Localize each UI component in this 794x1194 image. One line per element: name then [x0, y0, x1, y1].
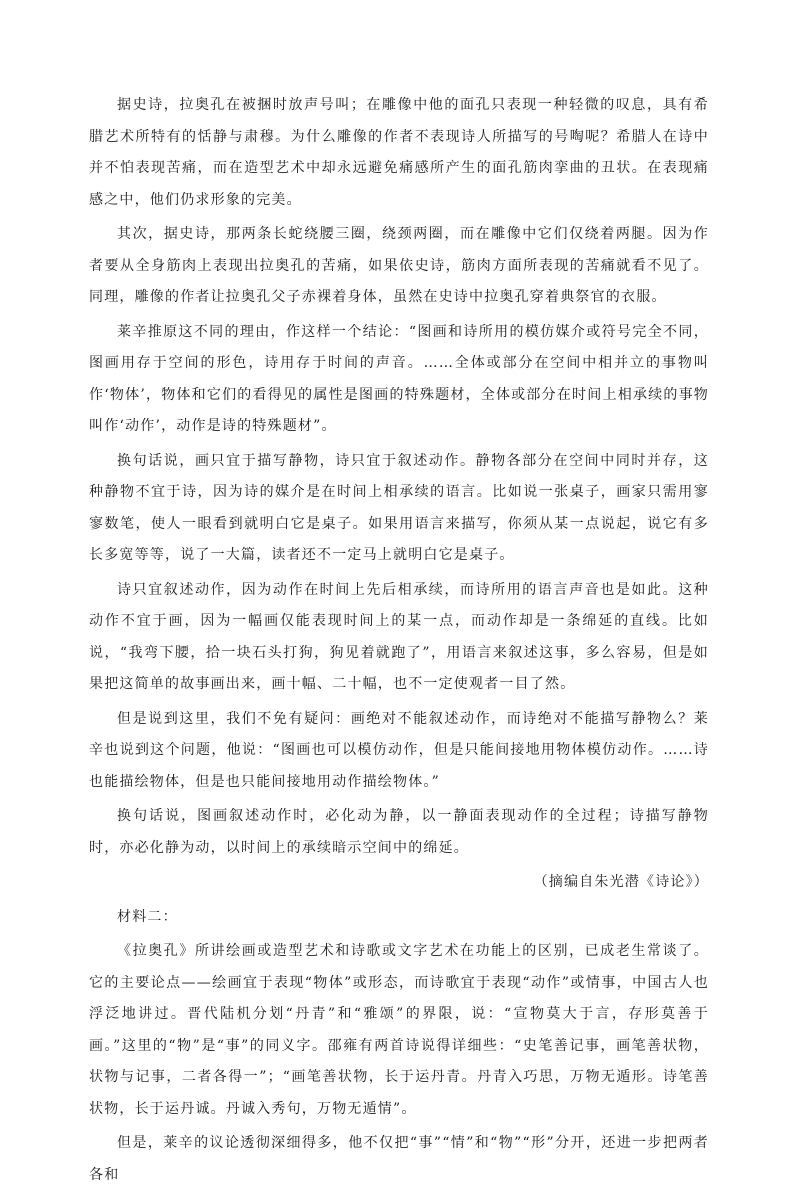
paragraph: 据史诗，拉奥孔在被捆时放声号叫；在雕像中他的面孔只表现一种轻微的叹息，具有希腊艺术所特有的恬静与肃穆。为什么雕像的作者不表现诗人所描写的号啕呢？希腊人在诗中并不怕表现苦痛，而在造型艺术中却永远避免痛感所产生的面孔筋肉挛曲的丑状。在表现痛感之中，他们仍求形象的完美。	[89, 97, 709, 208]
paragraph: 但是，莱辛的议论透彻深细得多，他不仅把“事”“情”和“物”“形”分开，还进一步把两者各和	[89, 1135, 709, 1183]
source-citation: （摘编自朱光潜《诗论》）	[533, 874, 709, 890]
material-label: 材料二：	[117, 908, 178, 925]
paragraph: 莱辛推原这不同的理由，作这样一个结论：“图画和诗所用的模仿媒介或符号完全不同，图画用存于空间的形色，诗用存于时间的声音。……全体或部分在空间中相并立的事物叫作‘物体’，物体和它们的看得见的属性是图画的特殊题材，全体或部分在时间上相承续的事物叫作‘动作’，动作是诗的特殊题材”。	[89, 323, 709, 434]
paragraph: 诗只宜叙述动作，因为动作在时间上先后相承续，而诗所用的语言声音也是如此。这种动作不宜于画，因为一幅画仅能表现时间上的某一点，而动作却是一条绵延的直线。比如说，“我弯下腰，拾一块石头打狗，狗见着就跑了”，用语言来叙述这事，多么容易，但是如果把这简单的故事画出来，画十幅、二十幅，也不一定使观者一目了然。	[89, 581, 709, 692]
paragraph: 其次，据史诗，那两条长蛇绕腰三圈，绕颈两圈，而在雕像中它们仅绕着两腿。因为作者要从全身筋肉上表现出拉奥孔的苦痛，如果依史诗，筋肉方面所表现的苦痛就看不见了。同理，雕像的作者让拉奥孔父子赤裸着身体，虽然在史诗中拉奥孔穿着典祭官的衣服。	[89, 226, 709, 305]
paragraph: 换句话说，画只宜于描写静物，诗只宜于叙述动作。静物各部分在空间中同时并存，这种静物不宜于诗，因为诗的媒介是在时间上相承续的语言。比如说一张桌子，画家只需用寥寥数笔，使人一眼看到就明白它是桌子。如果用语言来描写，你须从某一点说起，说它有多长多宽等等，说了一大篇，读者还不一定马上就明白它是桌子。	[89, 452, 709, 563]
paragraph: 换句话说，图画叙述动作时，必化动为静，以一静面表现动作的全过程；诗描写静物时，亦必化静为动，以时间上的承续暗示空间中的绵延。	[89, 808, 709, 856]
paragraph: 《拉奥孔》所讲绘画或造型艺术和诗歌或文字艺术在功能上的区别，已成老生常谈了。它的主要论点——绘画宜于表现“物体”或形态，而诗歌宜于表现“动作”或情事，中国古人也浮泛地讲过。晋代陆机分划“丹青”和“雅颂”的界限，说：“宣物莫大于言，存形莫善于画。”这里的“物”是“事”的同义字。邵雍有两首诗说得详细些：“史笔善记事，画笔善状物，状物与记事，二者各得一”；“画笔善状物，长于运丹青。丹青入巧思，万物无遁形。诗笔善状物，长于运丹诚。丹诚入秀句，万物无遁情”。	[89, 943, 709, 1117]
document-body	[89, 90, 709, 1194]
paragraph: 但是说到这里，我们不免有疑问：画绝对不能叙述动作，而诗绝对不能描写静物么？莱辛也说到这个问题，他说：“图画也可以模仿动作，但是只能间接地用物体模仿动作。……诗也能描绘物体，但是也只能间接地用动作描绘物体。”	[89, 710, 709, 790]
